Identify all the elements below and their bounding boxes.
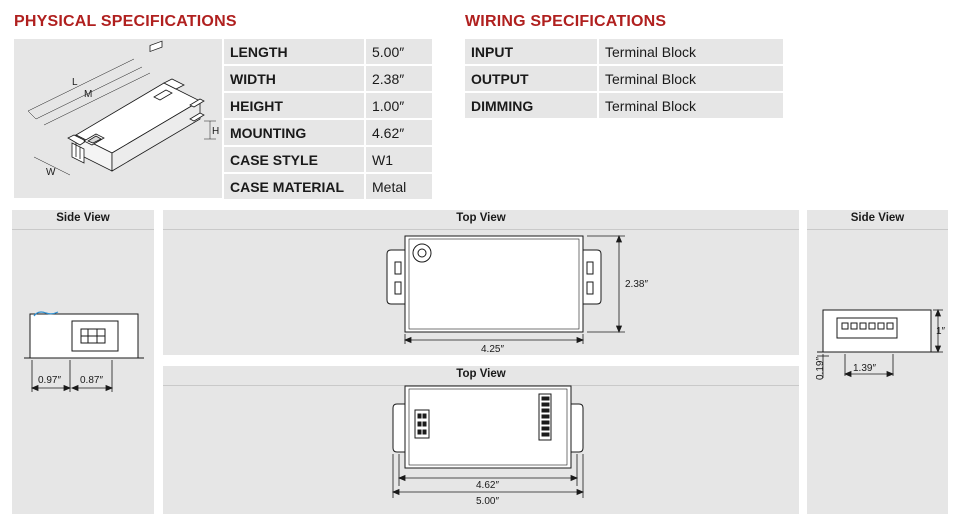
physical-row bbox=[224, 147, 432, 172]
physical-value: W1 bbox=[366, 147, 432, 172]
top1-dim-length: 4.25″ bbox=[481, 344, 505, 355]
side-view-left-drawing bbox=[12, 210, 154, 514]
top-view-1-title: Top View bbox=[456, 212, 506, 224]
side-view-left-panel bbox=[12, 210, 154, 514]
top-view-1-panel bbox=[163, 210, 799, 355]
physical-label: MOUNTING bbox=[224, 120, 364, 145]
wiring-value: Terminal Block bbox=[599, 66, 783, 91]
iso-label-m: M bbox=[84, 89, 93, 100]
wiring-value: Terminal Block bbox=[599, 39, 783, 64]
physical-specs-table bbox=[222, 37, 434, 201]
iso-label-h: H bbox=[212, 126, 220, 137]
physical-value: 1.00″ bbox=[366, 93, 432, 118]
physical-label: LENGTH bbox=[224, 39, 364, 64]
physical-row bbox=[224, 39, 432, 64]
side-right-dim-offset: 0.19″ bbox=[815, 356, 826, 380]
side-left-dim-a: 0.97″ bbox=[38, 375, 62, 386]
wiring-row bbox=[465, 39, 783, 64]
physical-label: WIDTH bbox=[224, 66, 364, 91]
wiring-specs-heading: WIRING SPECIFICATIONS bbox=[465, 13, 667, 30]
top-view-2-title: Top View bbox=[456, 368, 506, 380]
wiring-specs-table bbox=[463, 37, 785, 120]
top-view-1-drawing bbox=[163, 210, 799, 355]
side-view-right-panel bbox=[807, 210, 948, 514]
side-view-right-drawing bbox=[807, 210, 948, 514]
physical-value: 5.00″ bbox=[366, 39, 432, 64]
top-view-2-drawing bbox=[163, 366, 799, 514]
iso-label-l: L bbox=[72, 77, 78, 88]
top1-dim-width: 2.38″ bbox=[625, 279, 649, 290]
physical-row bbox=[224, 120, 432, 145]
physical-label: CASE MATERIAL bbox=[224, 174, 364, 199]
physical-row bbox=[224, 66, 432, 91]
isometric-view-panel bbox=[14, 39, 222, 198]
physical-value: Metal bbox=[366, 174, 432, 199]
wiring-label: OUTPUT bbox=[465, 66, 597, 91]
physical-label: CASE STYLE bbox=[224, 147, 364, 172]
wiring-row bbox=[465, 93, 783, 118]
top2-dim-mount: 4.62″ bbox=[476, 480, 500, 491]
physical-label: HEIGHT bbox=[224, 93, 364, 118]
physical-value: 4.62″ bbox=[366, 120, 432, 145]
wiring-row bbox=[465, 66, 783, 91]
iso-label-w: W bbox=[46, 167, 56, 178]
wiring-label: DIMMING bbox=[465, 93, 597, 118]
side-left-dim-b: 0.87″ bbox=[80, 375, 104, 386]
side-view-left-title: Side View bbox=[56, 212, 110, 224]
wiring-value: Terminal Block bbox=[599, 93, 783, 118]
physical-row bbox=[224, 174, 432, 199]
physical-row bbox=[224, 93, 432, 118]
top2-dim-length: 5.00″ bbox=[476, 496, 500, 507]
wiring-label: INPUT bbox=[465, 39, 597, 64]
side-right-dim-height: 1″ bbox=[936, 326, 946, 337]
side-right-dim-width: 1.39″ bbox=[853, 363, 877, 374]
physical-specs-heading: PHYSICAL SPECIFICATIONS bbox=[14, 13, 237, 30]
isometric-case-drawing bbox=[14, 39, 222, 198]
physical-value: 2.38″ bbox=[366, 66, 432, 91]
side-view-right-title: Side View bbox=[850, 212, 905, 224]
top-view-2-panel bbox=[163, 366, 799, 514]
